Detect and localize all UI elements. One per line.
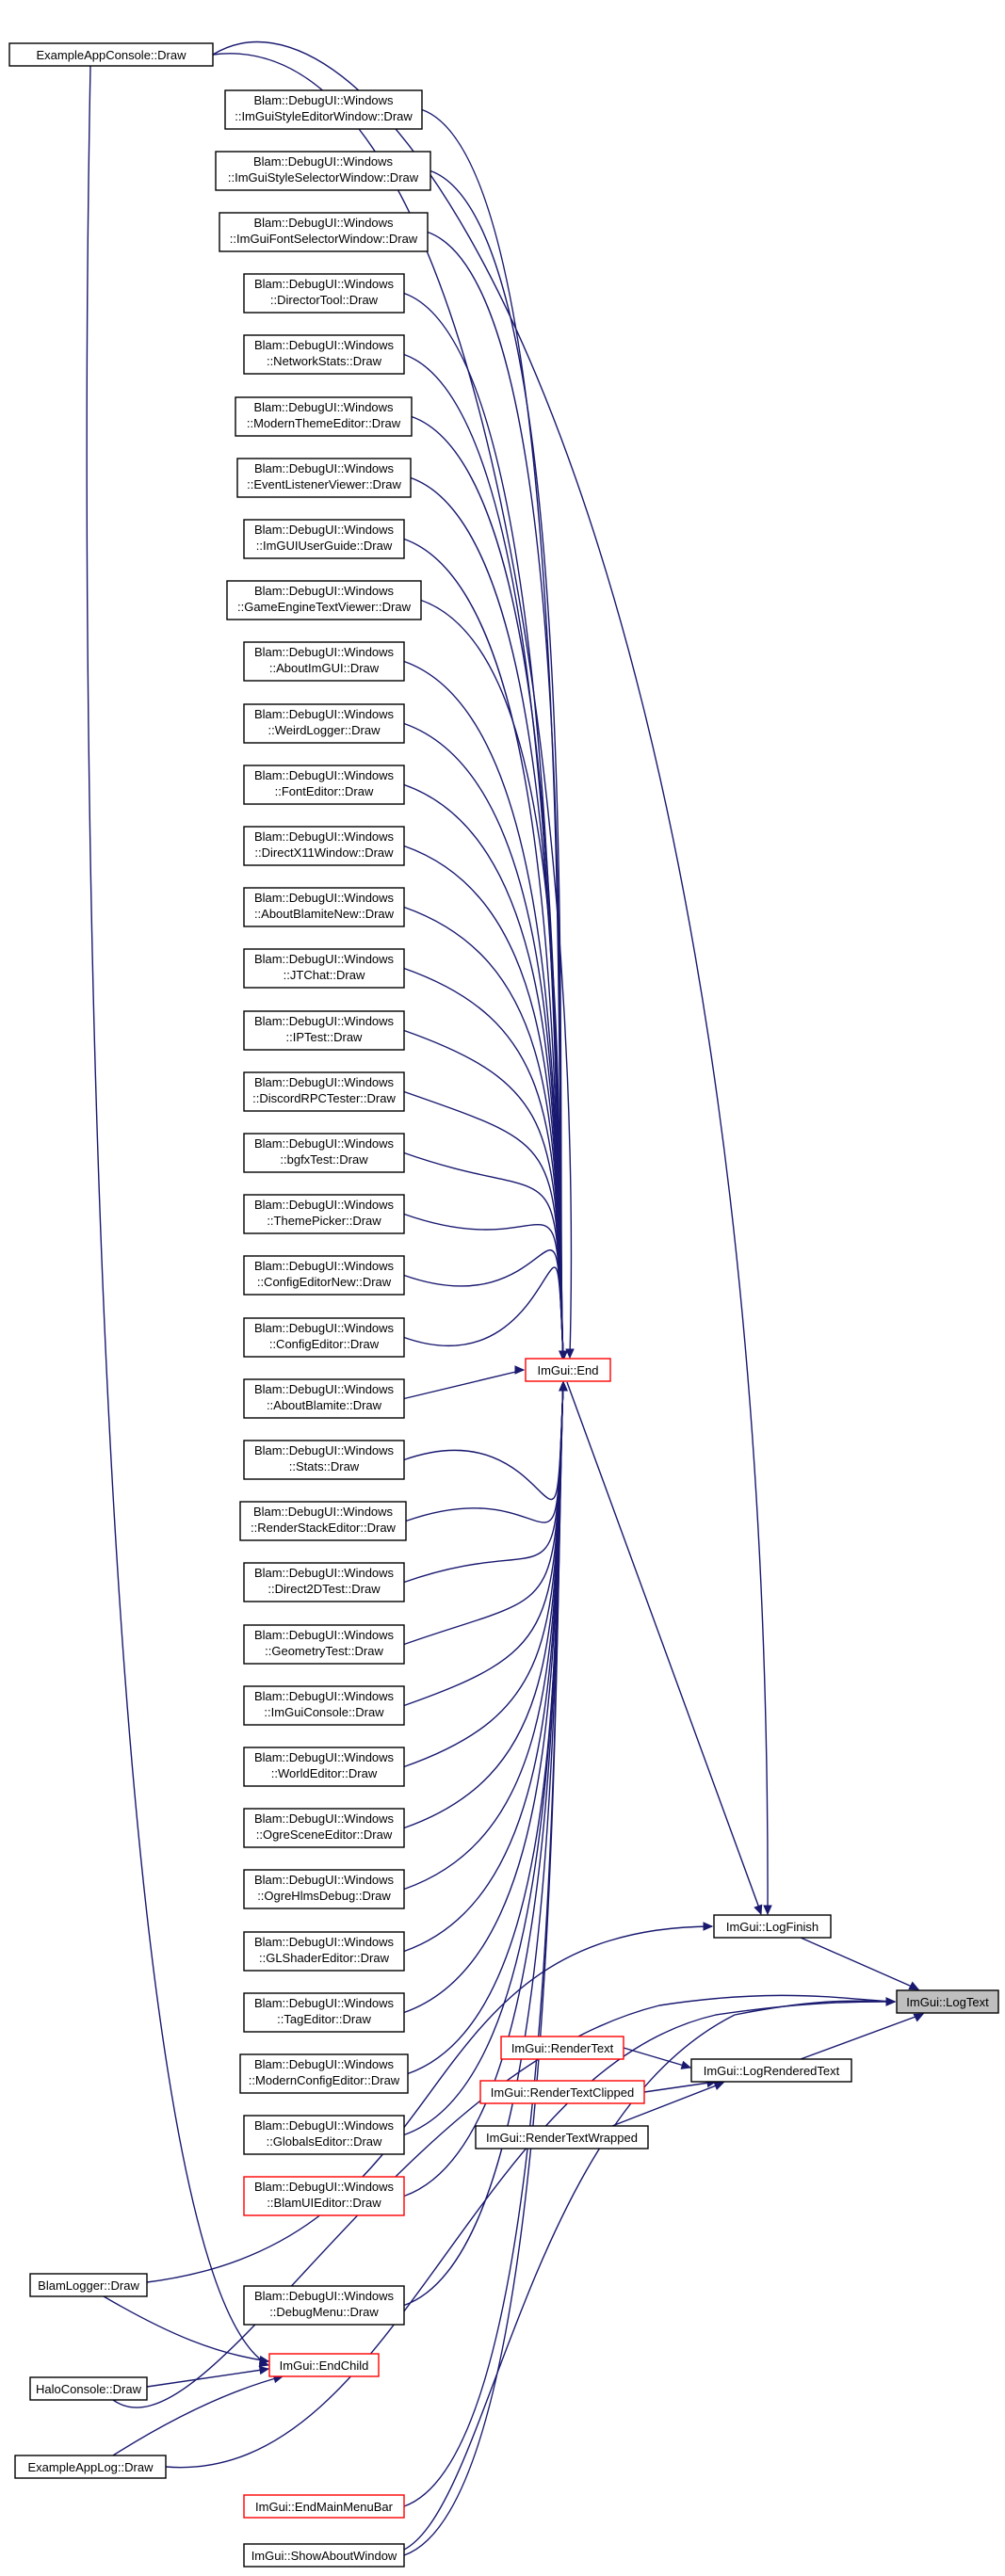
node-label-globals-0: Blam::DebugUI::Windows: [253, 2118, 395, 2133]
arrowhead-logrendered-to-logtext: [914, 2014, 923, 2021]
node-logfinish[interactable]: [714, 1915, 831, 1938]
node-label-glshader-1: ::GLShaderEditor::Draw: [258, 1951, 390, 1965]
edge-logfinish-to-logtext: [801, 1938, 918, 1989]
node-label-aboutblam-1: ::AboutBlamite::Draw: [266, 1398, 382, 1412]
node-geom[interactable]: [244, 1625, 404, 1664]
node-label-exlog-0: ExampleAppLog::Draw: [27, 2460, 154, 2474]
node-label-modcfg-0: Blam::DebugUI::Windows: [253, 2057, 395, 2071]
node-label-discord-0: Blam::DebugUI::Windows: [253, 1075, 395, 1089]
node-iptest[interactable]: [244, 1011, 404, 1050]
node-label-bgfx-1: ::bgfxTest::Draw: [280, 1152, 368, 1167]
node-label-rendertext-0: ImGui::RenderText: [511, 2041, 614, 2055]
node-ogrescene[interactable]: [244, 1809, 404, 1847]
node-dx11[interactable]: [244, 827, 404, 865]
node-label-worlded-0: Blam::DebugUI::Windows: [253, 1750, 395, 1764]
edge-fonted-to-end: [404, 785, 563, 1360]
node-label-jtchat-0: Blam::DebugUI::Windows: [253, 952, 395, 966]
node-label-rtclipped-0: ImGui::RenderTextClipped: [490, 2085, 635, 2100]
node-label-aboutnew-1: ::AboutBlamiteNew::Draw: [253, 907, 395, 921]
edge-ogrescene-to-end: [404, 1382, 563, 1828]
node-label-dx11-1: ::DirectX11Window::Draw: [254, 845, 394, 860]
node-getext[interactable]: [227, 581, 421, 620]
node-label-blamui-1: ::BlamUIEditor::Draw: [267, 2196, 381, 2210]
node-label-endmenubar-0: ImGui::EndMainMenuBar: [255, 2500, 393, 2514]
node-endchild[interactable]: [269, 2354, 379, 2376]
node-label-halocon-0: HaloConsole::Draw: [36, 2382, 141, 2396]
node-label-worlded-1: ::WorldEditor::Draw: [270, 1766, 378, 1780]
edge-getext-to-end: [421, 601, 563, 1360]
node-rendertext[interactable]: [501, 2037, 624, 2059]
arrowhead-rtwrapped-to-logrendered: [714, 2083, 723, 2089]
node-label-geom-1: ::GeometryTest::Draw: [265, 1644, 383, 1658]
node-label-geom-0: Blam::DebugUI::Windows: [253, 1628, 395, 1642]
node-label-stylesel-0: Blam::DebugUI::Windows: [252, 154, 394, 169]
node-label-imcon-1: ::ImGuiConsole::Draw: [264, 1705, 384, 1719]
node-label-ogrehlms-1: ::OgreHlmsDebug::Draw: [257, 1889, 391, 1903]
edge-cfgnew-to-end: [404, 1250, 563, 1360]
node-label-debugmenu-0: Blam::DebugUI::Windows: [253, 2289, 395, 2303]
arrowhead-showabout-to-end: [559, 1382, 567, 1391]
arrowhead-showabout-to-logtext: [886, 1998, 895, 2005]
node-label-netstats-0: Blam::DebugUI::Windows: [253, 338, 395, 352]
edge-halocon-to-endchild: [147, 2369, 268, 2387]
node-label-ogrescene-0: Blam::DebugUI::Windows: [253, 1811, 395, 1826]
node-label-d2d-1: ::Direct2DTest::Draw: [267, 1582, 381, 1596]
edge-showabout-to-logtext: [404, 2001, 895, 2550]
edge-end-to-logfinish: [567, 1382, 761, 1913]
arrowhead-exconsole-to-end: [566, 1349, 574, 1358]
edge-blamui-to-end: [404, 1382, 563, 2197]
node-fontsel[interactable]: [219, 213, 428, 251]
node-exlog[interactable]: [15, 2455, 166, 2478]
node-label-blamui-0: Blam::DebugUI::Windows: [253, 2180, 395, 2194]
node-imcon[interactable]: [244, 1686, 404, 1725]
arrowhead-aboutblam-to-end: [515, 1366, 524, 1374]
node-debugmenu[interactable]: [244, 2286, 404, 2325]
node-discord[interactable]: [244, 1072, 404, 1111]
node-label-aboutnew-0: Blam::DebugUI::Windows: [253, 891, 395, 905]
node-label-exconsole-0: ExampleAppConsole::Draw: [36, 48, 186, 62]
node-label-dx11-0: Blam::DebugUI::Windows: [253, 829, 395, 844]
edge-director-to-end: [404, 294, 563, 1360]
node-label-fonted-1: ::FontEditor::Draw: [274, 784, 374, 798]
edge-cfged-to-end: [404, 1267, 563, 1360]
node-rtclipped[interactable]: [480, 2081, 644, 2103]
edge-blamlogger-to-logfinish: [147, 1926, 712, 2282]
node-cfged[interactable]: [244, 1318, 404, 1357]
node-label-weirdlog-0: Blam::DebugUI::Windows: [253, 707, 395, 721]
node-label-fontsel-0: Blam::DebugUI::Windows: [253, 216, 394, 230]
edge-iptest-to-end: [404, 1031, 563, 1360]
node-rstack[interactable]: [240, 1502, 406, 1540]
node-label-modcfg-1: ::ModernConfigEditor::Draw: [248, 2073, 400, 2087]
node-logtext[interactable]: [897, 1990, 998, 2013]
node-label-themepick-0: Blam::DebugUI::Windows: [253, 1198, 395, 1212]
node-label-glshader-0: Blam::DebugUI::Windows: [253, 1935, 395, 1949]
node-label-iptest-0: Blam::DebugUI::Windows: [253, 1014, 395, 1028]
edges-layer: [87, 42, 923, 2555]
node-label-taged-0: Blam::DebugUI::Windows: [253, 1996, 395, 2010]
node-label-logfinish-0: ImGui::LogFinish: [725, 1920, 819, 1934]
node-bgfx[interactable]: [244, 1134, 404, 1172]
node-label-stylesed-1: ::ImGuiStyleEditorWindow::Draw: [235, 109, 413, 123]
node-director[interactable]: [244, 274, 404, 313]
node-label-rtwrapped-0: ImGui::RenderTextWrapped: [486, 2131, 638, 2145]
node-stylesed[interactable]: [225, 90, 422, 129]
node-label-modtheme-0: Blam::DebugUI::Windows: [253, 400, 394, 414]
node-blamlogger[interactable]: [30, 2274, 147, 2296]
edge-d2d-to-end: [404, 1382, 563, 1583]
node-label-stats-1: ::Stats::Draw: [288, 1459, 360, 1473]
arrowhead-end-to-logfinish: [754, 1905, 762, 1914]
node-label-director-1: ::DirectorTool::Draw: [269, 293, 379, 307]
node-label-weirdlog-1: ::WeirdLogger::Draw: [267, 723, 381, 737]
node-label-globals-1: ::GlobalsEditor::Draw: [266, 2134, 382, 2149]
node-ogrehlms[interactable]: [244, 1870, 404, 1908]
node-label-blamlogger-0: BlamLogger::Draw: [38, 2278, 139, 2293]
node-label-imcon-0: Blam::DebugUI::Windows: [253, 1689, 395, 1703]
node-aboutblam[interactable]: [244, 1379, 404, 1418]
arrowhead-blamlogger-to-endchild: [260, 2357, 268, 2364]
node-netstats[interactable]: [244, 335, 404, 374]
node-label-debugmenu-1: ::DebugMenu::Draw: [269, 2305, 379, 2319]
node-themepick[interactable]: [244, 1195, 404, 1233]
node-label-end-0: ImGui::End: [537, 1363, 599, 1377]
arrowhead-logfinish-to-logtext: [909, 1982, 918, 1989]
edge-imcon-to-end: [404, 1382, 563, 1706]
node-label-cfged-0: Blam::DebugUI::Windows: [253, 1321, 395, 1335]
edge-showabout-to-end: [404, 1382, 563, 2555]
node-worlded[interactable]: [244, 1747, 404, 1786]
node-label-fontsel-1: ::ImGuiFontSelectorWindow::Draw: [229, 232, 418, 246]
node-cfgnew[interactable]: [244, 1256, 404, 1295]
node-label-d2d-0: Blam::DebugUI::Windows: [253, 1566, 395, 1580]
edge-stylesed-to-end: [422, 110, 563, 1360]
arrowhead-blamlogger-to-logfinish: [704, 1923, 712, 1930]
node-stats[interactable]: [244, 1441, 404, 1479]
edge-aboutimgui-to-end: [404, 662, 563, 1360]
node-label-director-0: Blam::DebugUI::Windows: [253, 277, 395, 291]
node-userguide[interactable]: [244, 520, 404, 558]
node-label-getext-0: Blam::DebugUI::Windows: [253, 584, 395, 598]
node-label-cfged-1: ::ConfigEditor::Draw: [268, 1337, 380, 1351]
node-modcfg[interactable]: [240, 2054, 408, 2093]
node-label-cfgnew-1: ::ConfigEditorNew::Draw: [256, 1275, 392, 1289]
arrowhead-exconsole-to-logfinish: [764, 1906, 771, 1914]
node-aboutimgui[interactable]: [244, 642, 404, 681]
node-label-userguide-1: ::ImGUIUserGuide::Draw: [255, 539, 393, 553]
node-modtheme[interactable]: [235, 397, 412, 436]
node-label-taged-1: ::TagEditor::Draw: [277, 2012, 371, 2026]
node-label-jtchat-1: ::JTChat::Draw: [283, 968, 365, 982]
edge-modcfg-to-end: [408, 1382, 563, 2074]
edge-debugmenu-to-end: [404, 1382, 563, 2306]
edge-geom-to-end: [404, 1382, 563, 1645]
node-label-getext-1: ::GameEngineTextViewer::Draw: [236, 600, 412, 614]
edge-userguide-to-end: [404, 539, 563, 1360]
edge-logrendered-to-logtext: [801, 2014, 923, 2059]
node-label-evtlist-1: ::EventListenerViewer::Draw: [247, 477, 401, 491]
node-label-logrendered-0: ImGui::LogRenderedText: [703, 2064, 840, 2078]
node-exconsole[interactable]: [9, 43, 213, 66]
nodes-layer: [9, 43, 998, 2567]
node-label-rstack-1: ::RenderStackEditor::Draw: [251, 1521, 396, 1535]
node-label-aboutblam-0: Blam::DebugUI::Windows: [253, 1382, 395, 1396]
node-label-stats-0: Blam::DebugUI::Windows: [253, 1443, 395, 1457]
edge-evtlist-to-end: [411, 478, 563, 1360]
node-globals[interactable]: [244, 2116, 404, 2154]
arrowhead-rendertext-to-logrendered: [681, 2062, 690, 2069]
node-logrendered[interactable]: [691, 2059, 851, 2082]
node-label-logtext-0: ImGui::LogText: [906, 1995, 989, 2009]
node-d2d[interactable]: [244, 1563, 404, 1602]
node-label-rstack-0: Blam::DebugUI::Windows: [252, 1505, 394, 1519]
node-label-themepick-1: ::ThemePicker::Draw: [267, 1214, 381, 1228]
edge-rtclipped-to-logrendered: [644, 2082, 716, 2092]
node-label-stylesel-1: ::ImGuiStyleSelectorWindow::Draw: [227, 170, 419, 185]
node-label-fonted-0: Blam::DebugUI::Windows: [253, 768, 395, 782]
node-jtchat[interactable]: [244, 949, 404, 988]
node-aboutnew[interactable]: [244, 888, 404, 926]
node-endmenubar[interactable]: [244, 2495, 404, 2518]
node-fonted[interactable]: [244, 765, 404, 804]
edge-jtchat-to-end: [404, 969, 563, 1360]
node-stylesel[interactable]: [216, 152, 430, 190]
node-taged[interactable]: [244, 1993, 404, 2032]
node-label-showabout-0: ImGui::ShowAboutWindow: [251, 2549, 397, 2563]
node-weirdlog[interactable]: [244, 704, 404, 743]
node-label-endchild-0: ImGui::EndChild: [279, 2359, 369, 2373]
node-label-evtlist-0: Blam::DebugUI::Windows: [253, 461, 395, 475]
node-blamui[interactable]: [244, 2177, 404, 2215]
node-label-aboutimgui-1: ::AboutImGUI::Draw: [268, 661, 380, 675]
node-label-userguide-0: Blam::DebugUI::Windows: [253, 523, 395, 537]
node-label-cfgnew-0: Blam::DebugUI::Windows: [253, 1259, 395, 1273]
edge-aboutblam-to-end: [404, 1370, 524, 1399]
node-label-ogrehlms-0: Blam::DebugUI::Windows: [253, 1873, 395, 1887]
node-label-stylesed-0: Blam::DebugUI::Windows: [253, 93, 394, 107]
node-showabout[interactable]: [244, 2544, 404, 2567]
edge-stats-to-end: [404, 1382, 563, 1500]
node-label-netstats-1: ::NetworkStats::Draw: [266, 354, 382, 368]
node-rtwrapped[interactable]: [476, 2126, 648, 2149]
node-label-modtheme-1: ::ModernThemeEditor::Draw: [246, 416, 401, 430]
node-halocon[interactable]: [30, 2377, 147, 2400]
node-evtlist[interactable]: [237, 459, 411, 497]
node-label-iptest-1: ::IPTest::Draw: [285, 1030, 363, 1044]
node-label-ogrescene-1: ::OgreSceneEditor::Draw: [255, 1827, 393, 1842]
node-label-bgfx-0: Blam::DebugUI::Windows: [253, 1136, 395, 1151]
node-label-aboutimgui-0: Blam::DebugUI::Windows: [253, 645, 395, 659]
node-label-discord-1: ::DiscordRPCTester::Draw: [252, 1091, 396, 1105]
node-end[interactable]: [526, 1359, 610, 1381]
node-glshader[interactable]: [244, 1932, 404, 1971]
arrowhead-halocon-to-endchild: [260, 2366, 268, 2374]
